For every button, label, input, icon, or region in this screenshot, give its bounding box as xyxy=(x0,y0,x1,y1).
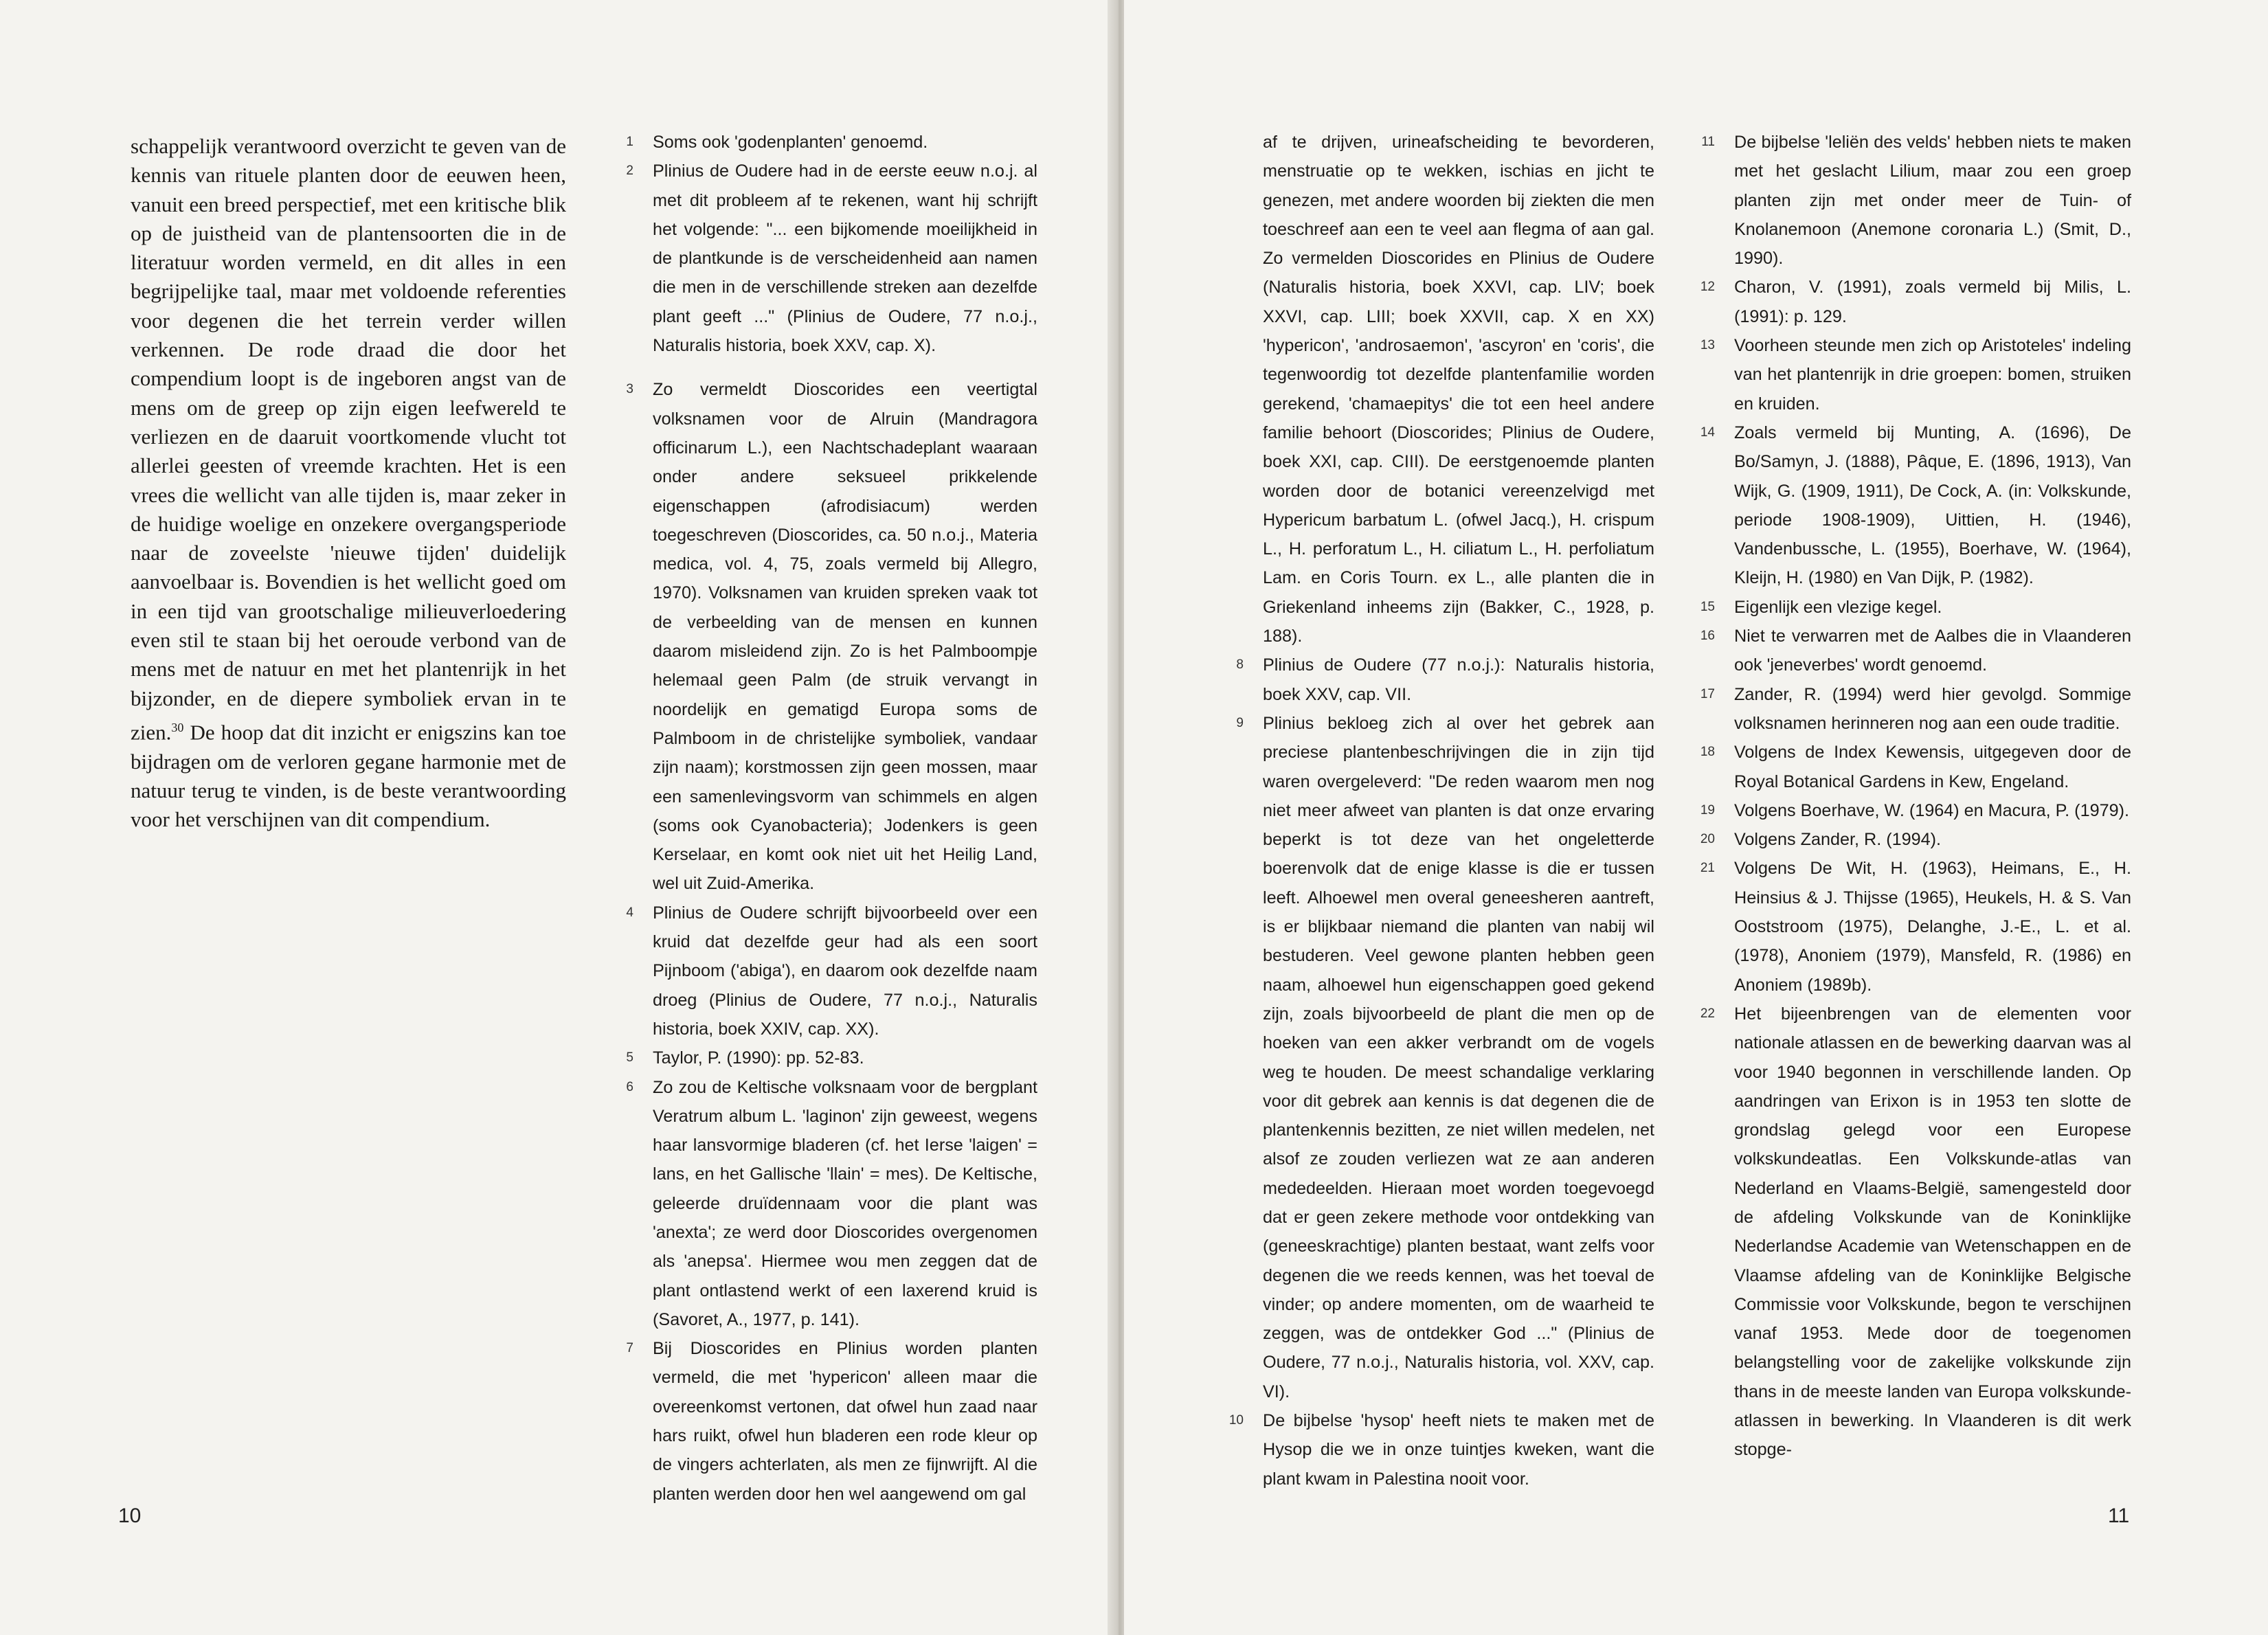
footnote-6 xyxy=(626,1073,1037,1335)
footnote-text: De bijbelse 'leliën des velds' hebben niets te maken met het geslacht Lilium, maar zou een groep planten zijn met onder meer de Tuin- of Knolanemoon (Anemone coronaria L.) (Smit, D., 1990). xyxy=(1734,133,2131,269)
footnote-number: 13 xyxy=(1700,338,1715,353)
footnote-4 xyxy=(626,899,1037,1044)
footnote-5 xyxy=(626,1044,1037,1072)
footnote-text: Charon, V. (1991), zoals vermeld bij Milis, L. (1991): p. 129. xyxy=(1734,278,2131,326)
footnote-number: 2 xyxy=(626,164,633,179)
footnote-number: 11 xyxy=(1701,135,1715,149)
footnote-21 xyxy=(1700,854,2131,999)
footnote-text: Volgens De Wit, H. (1963), Heimans, E., H. Heinsius & J. Thijsse (1965), Heukels, H. & S. Van Ooststroom (1975), Delanghe, J.-E., L. et al. (1978), Anoniem (1979), Mansfeld, R. (1986) en Anoniem (1989b). xyxy=(1734,859,2131,995)
footnote-list xyxy=(1700,128,2131,1465)
page-number-right: 11 xyxy=(2108,1504,2130,1527)
footnote-14 xyxy=(1700,418,2131,593)
footnote-text: Plinius de Oudere had in de eerste eeuw n.o.j. al met dit probleem af te rekenen, want hij schrijft het volgende: "... een bijkomende moeilijkheid in de plantkunde is de verscheidenheid aan namen die men in de verschillende streken aan dezelfde plant geeft ..." (Plinius de Oudere, 77 n.o.j., Naturalis historia, boek XXV, cap. X). xyxy=(653,161,1037,356)
footnote-number: 7 xyxy=(626,1341,633,1356)
footnote-number: 21 xyxy=(1700,861,1715,876)
footnote-number: 17 xyxy=(1700,686,1715,701)
footnote-text: Plinius de Oudere schrijft bijvoorbeeld over een kruid dat dezelfde geur had als een soort Pijnboom ('abiga'), en daarom ook dezelfde naam droeg (Plinius de Oudere, 77 n.o.j., Naturalis historia, boek XXIV, cap. XX). xyxy=(653,903,1037,1039)
footnote-20 xyxy=(1700,825,2131,854)
footnote-text: Zander, R. (1994) werd hier gevolgd. Sommige volksnamen herinneren nog aan een oude traditie. xyxy=(1734,684,2131,733)
footnote-text: Plinius bekloeg zich al over het gebrek aan preciese plantenbeschrijvingen die in zijn tijd waren overgeleverd: "De reden waarom men nog niet meer afweet van planten is dat onze ervaring beperkt is tot deze van het ongeletterde boerenvolk dat de enige klasse is die er tussen leeft. Alhoewel men overal geneesheren aantreft, is er blijkbaar niemand die planten van nabij wil bestuderen. Veel gewone planten hebben geen naam, alhoewel hun eigenschappen goed gekend zijn, zoals bijvoorbeeld de plant die men op de hoeken van een akker verbrandt om de vogels weg te houden. De meest schandalige verklaring voor dit gebrek aan kennis is dat degenen die de plantenkennis bezitten, ze niet willen medelen, net alsof ze zouden verliezen wat ze aan anderen mededeelden. Hieraan moet worden toegevoegd dat er geen zekere methode voor ontdekking van (geneeskrachtige) planten bestaat, want zelfs voor degenen die we reeds kennen, was het toeval de vinder; op andere momenten, om de waarheid te zeggen, was de ontdekker God ..." (Plinius de Oudere, 77 n.o.j., Naturalis historia, vol. XXV, cap. VI). xyxy=(1263,713,1654,1401)
footnote-number: 12 xyxy=(1700,280,1715,295)
footnote-text: Het bijeenbrengen van de elementen voor nationale atlassen en de bewerking daarvan was al voor 1940 begonnen in verschillende landen. Op aandringen van Erixon is in 1953 ten slotte de grondslag gelegd voor een Europese volkskundeatlas. Een Volkskunde-atlas van Nederland en Vlaams-België, samengesteld door de afdeling Volkskunde van de Koninklijke Nederlandse Academie van Wetenschappen en de Vlaamse afdeling van de Koninklijke Belgische Commissie voor Volkskunde, begon te verschijnen vanaf 1953. Mede door de toegenomen belangstelling voor de zakelijke volkskunde zijn thans in de meeste landen van Europa volkskunde-atlassen in bewerking. In Vlaanderen is dit werk stopge- xyxy=(1734,1004,2131,1460)
footnote-text: Zo vermeldt Dioscorides een veertigtal volksnamen voor de Alruin (Mandragora officinarum L.), een Nachtschadeplant waaraan onder andere seksueel prikkelende eigenschappen (afrodisiacum) werden toegeschreven (Dioscorides, ca. 50 n.o.j., Materia medica, vol. 4, 75, zoals vermeld bij Allegro, 1970). Volksnamen van kruiden spreken vaak tot de verbeelding van de mensen en kunnen daarom misleidend zijn. Zo is het Palmboompje helemaal geen Palm (de struik vervangt in noordelijk en gematigd Europa soms de Palmboom in de christelijke symboliek, vandaar zijn naam); korstmossen zijn geen mossen, maar een samenlevingsvorm van schimmels en algen (soms ook Cyanobacteria); Jodenkers is geen Kerselaar, en komt ook niet uit het Heilig Land, wel uit Zuid-Amerika. xyxy=(653,380,1037,894)
footnote-list xyxy=(1228,128,1654,1493)
left-page xyxy=(0,0,1113,1635)
footnote-number: 10 xyxy=(1228,1413,1244,1428)
footnote-number: 20 xyxy=(1700,832,1715,847)
footnote-number: 8 xyxy=(1236,657,1244,673)
footnote-22 xyxy=(1700,1000,2131,1465)
footnotes-right-column-2 xyxy=(1700,128,2131,1465)
footnote-number: 4 xyxy=(626,905,633,920)
footnote-text: Volgens Boerhave, W. (1964) en Macura, P. (1979). xyxy=(1734,800,2129,820)
footnote-number: 14 xyxy=(1700,425,1715,440)
footnote-17 xyxy=(1700,680,2131,738)
footnote-number: 3 xyxy=(626,382,633,397)
footnote-text: Plinius de Oudere (77 n.o.j.): Naturalis historia, boek XXV, cap. VII. xyxy=(1263,655,1654,704)
footnote-number: 18 xyxy=(1700,745,1715,760)
footnote-text: Niet te verwarren met de Aalbes die in Vlaanderen ook 'jeneverbes' wordt genoemd. xyxy=(1734,627,2131,675)
footnote-11 xyxy=(1701,128,2131,273)
footnote-number: 19 xyxy=(1700,802,1715,818)
footnote-text: af te drijven, urineafscheiding te bevorderen, menstruatie op te wekken, ischias en jicht te genezen, met andere woorden bij ziekten die men toeschreef aan een te veel aan flegma of aan gal. Zo vermelden Dioscorides en Plinius de Oudere (Naturalis historia, boek XXVI, cap. LIV; boek XXVI, cap. LIII; boek XXVII, cap. X en XX) 'hypericon', 'androsaemon', 'ascyron' en 'coris', die tegenwoordig tot dezelfde plantenfamilie worden gerekend, 'chamaepitys' die tot een heel andere familie behoort (Dioscorides; Plinius de Oudere, boek XXI, cap. CIII). De eerstgenoemde planten worden door de botanici vereenzelvigd met Hypericum barbatum L. (ofwel Jacq.), H. crispum L., H. perforatum L., H. ciliatum L., H. perfoliatum Lam. en Coris Tourn. ex L., alle planten die in Griekenland inheems zijn (Bakker, C., 1928, p. 188). xyxy=(1263,133,1654,646)
footnote-text: Voorheen steunde men zich op Aristoteles' indeling van het plantenrijk in drie groepen: bomen, struiken en kruiden. xyxy=(1734,336,2131,414)
footnote-9 xyxy=(1236,709,1654,1406)
footnote-text: Volgens de Index Kewensis, uitgegeven door de Royal Botanical Gardens in Kew, Engeland. xyxy=(1734,743,2131,791)
footnote-text: De bijbelse 'hysop' heeft niets te maken met de Hysop die we in onze tuintjes kweken, want die plant kwam in Palestina nooit voor. xyxy=(1263,1411,1654,1489)
footnote-text: Eigenlijk een vlezige kegel. xyxy=(1734,597,1942,617)
footnote-number: 22 xyxy=(1700,1006,1715,1021)
footnote-10 xyxy=(1228,1406,1654,1493)
footnote-text: Bij Dioscorides en Plinius worden planten vermeld, die met 'hypericon' alleen maar die overeenkomst vertonen, dat ofwel hun zaad naar hars ruikt, ofwel hun bladeren een rode kleur op de vingers achterlaten, als men ze fijnwrijft. Al die planten werden door hen wel aangewend om gal xyxy=(653,1339,1037,1504)
footnote-number: 6 xyxy=(626,1079,633,1094)
footnote-text: Zo zou de Keltische volksnaam voor de bergplant Veratrum album L. 'laginon' zijn geweest, wegens haar lansvormige bladeren (cf. het Ierse 'laigen' = lans, en het Gallische 'llain' = mes). De Keltische, geleerde druïdennaam voor die plant was 'anexta'; ze werd door Dioscorides overgenomen als 'anepsa'. Hiermee wou men zeggen dat de plant ontlastend werkt of een laxerend kruid is (Savoret, A., 1977, p. 141). xyxy=(653,1077,1037,1329)
footnotes-right-column-1 xyxy=(1228,128,1654,1493)
footnote-2 xyxy=(626,157,1037,360)
footnote-19 xyxy=(1700,796,2131,825)
page-number-left: 10 xyxy=(118,1504,142,1527)
footnote-text: Soms ook 'godenplanten' genoemd. xyxy=(653,133,928,152)
footnote-13 xyxy=(1700,331,2131,418)
footnote-number: 16 xyxy=(1700,629,1715,644)
footnote-number: 1 xyxy=(626,135,633,149)
main-body-text xyxy=(131,132,566,834)
footnote-1 xyxy=(626,128,1037,157)
footnote-18 xyxy=(1700,738,2131,796)
footnote-number: 9 xyxy=(1236,715,1244,730)
footnote-text: Zoals vermeld bij Munting, A. (1696), De Bo/Samyn, J. (1888), Pâque, E. (1896, 1913), Van Wijk, G. (1909, 1911), De Cock, A. (in: Volkskunde, periode 1908-1909), Uittien, H. (1946), Vandenbussche, L. (1955), Boerhave, W. (1964), Kleijn, H. (1980) en Van Dijk, P. (1982). xyxy=(1734,422,2131,588)
footnote-12 xyxy=(1700,273,2131,331)
footnote-7-continued xyxy=(1263,128,1654,651)
footnote-number: 5 xyxy=(626,1050,633,1065)
footnote-reference[interactable]: 30 xyxy=(171,720,184,734)
footnote-text: Volgens Zander, R. (1994). xyxy=(1734,830,1942,850)
footnote-text: Taylor, P. (1990): pp. 52-83. xyxy=(653,1048,864,1068)
footnote-3 xyxy=(626,375,1037,898)
footnote-number: 15 xyxy=(1700,599,1715,614)
footnote-7 xyxy=(626,1334,1037,1509)
footnote-15 xyxy=(1700,593,2131,622)
footnote-8 xyxy=(1236,651,1654,709)
footnote-16 xyxy=(1700,622,2131,680)
body-paragraph: schappelijk verantwoord overzicht te geven van de kennis van rituele planten door de eeuwen heen, vanuit een breed perspectief, met een kritische blik op de juistheid van de plantensoorten die in de literatuur worden vermeld, en dit alles in een begrijpelijke taal, maar met voldoende referenties voor degenen die het terrein verder willen verkennen. De rode draad die door het compendium loopt is de ingeboren angst van de mens om de greep op zijn eigen leefwereld te verliezen en de daaruit voortkomende vlucht tot allerlei geesten of vreemde krachten. Het is een vrees die wellicht van alle tijden is, maar zeker in de huidige woelige en onzekere overgangsperiode naar de zoveelste 'nieuwe tijden' duidelijk aanvoelbaar is. Bovendien is het wellicht goed om in een tijd van grootschalige milieuverloedering even stil te staan bij het oeroude verbond van de mens met de natuur en met het plantenrijk in het bijzonder, en de diepere symboliek ervan in te zien.$^{30}$ De hoop dat dit inzicht er enigszins kan toe bijdragen om de verloren gegane harmonie met de natuur terug te vinden, is de beste verantwoording voor het verschijnen van dit compendium. xyxy=(131,134,566,832)
footnote-list xyxy=(626,128,1037,1509)
footnotes-left xyxy=(626,128,1037,1509)
